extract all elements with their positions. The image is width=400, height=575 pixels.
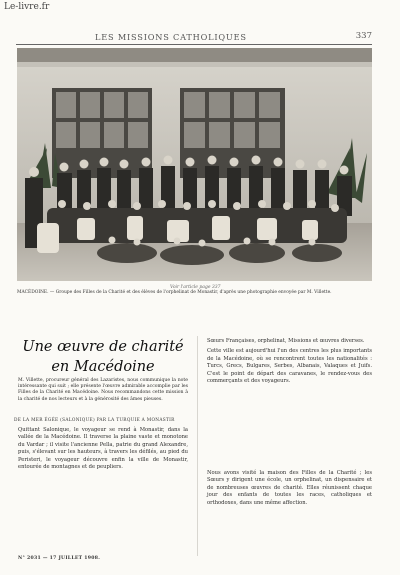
publication-title: LES MISSIONS CATHOLIQUES — [95, 32, 247, 42]
right-column-body — [207, 338, 372, 388]
corner-watermark: Le-livre.fr — [4, 2, 50, 12]
article-intro — [18, 378, 188, 406]
photo-credit: Voir l'article page 337 — [170, 285, 221, 290]
right-column-body-lower — [207, 470, 372, 510]
section-subtitle: DE LA MER ÉGÉE (SALONIQUE) PAR LA TURQUIE A MONASTIR — [14, 418, 175, 423]
page-number: 337 — [355, 31, 372, 41]
column-separator — [197, 336, 198, 556]
issue-footer: N° 2031 — 17 JUILLET 1908. — [18, 556, 101, 561]
photo-caption: MACÉDOINE. — Groupe des Filles de la Charité et des élèves de l'orphelinat de Monastir, d'après une photographie envoyée par M. Villette. — [17, 290, 332, 295]
body-paragraph-right-2: Cette ville est aujourd'hui l'un des centres les plus importants de la Macédoine, où se rencontrent toutes les nationalités : Turcs, Grecs, Bulgares, Serbes, Albanais, Valaques et Juifs. C'est le point de départ des caravanes, le rendez-vous des commerçants et des voyageurs. — [207, 348, 372, 385]
article-title-line-2: en Macédoine — [51, 359, 155, 375]
body-paragraph-right-1: Sœurs Françaises, orphelinat, Missions et œuvres diverses. — [207, 338, 365, 344]
group-photograph — [17, 48, 372, 281]
body-paragraph-left: Quittant Salonique, le voyageur se rend à Monastir, dans la vallée de la Macédoine. Il traverse la plaine vaste et monotone du Vardar ; il visite l'ancienne Pella, patrie du grand Alexandre, puis, s'élevant sur les hauteurs, à travers les défilés, au pied du Peristeri, le voyageur découvre enfin la ville de Monastir, entourée de montagnes et de peupliers. — [18, 427, 188, 471]
article-title — [18, 337, 188, 377]
left-column-body — [18, 427, 188, 474]
photograph-illustration — [17, 48, 372, 281]
body-paragraph-right-3: Nous avons visité la maison des Filles de la Charité ; les Sœurs y dirigent une école, un orphelinat, un dispensaire et de nombreuses œuvres de charité. Elles réunissent chaque jour des enfants de toutes les races, catholiques et orthodoxes, dans une même affection. — [207, 470, 372, 506]
intro-paragraph: M. Villette, procureur général des Lazaristes, nous communique la note intéressante qui suit ; elle présente l'œuvre admirable accomplie par les Filles de la Charité en Macédoine. Nous recommandons cette mission à la charité de nos lecteurs et à la générosité des âmes pieuses. — [18, 378, 188, 402]
article-title-line-1: Une œuvre de charité — [22, 339, 184, 355]
header-rule — [16, 44, 372, 45]
